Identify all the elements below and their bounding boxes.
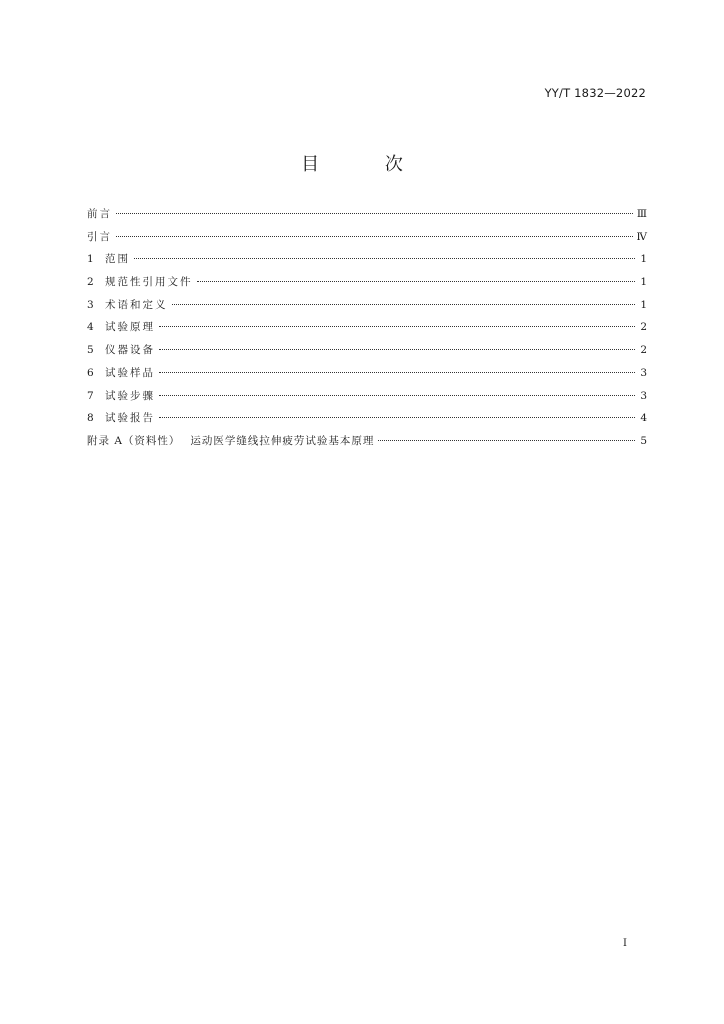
- toc-page-number: 3: [640, 366, 647, 379]
- toc-leader-dots: [159, 372, 635, 373]
- toc-entry-number: 5: [87, 344, 94, 357]
- toc-leader-dots: [159, 417, 635, 418]
- toc-entry-label: [87, 319, 155, 334]
- toc-entry-text: 试验步骤: [105, 389, 155, 402]
- toc-page-number: 4: [640, 412, 647, 425]
- toc-leader-dots: [197, 281, 636, 282]
- toc-entry-test-samples[interactable]: [87, 365, 647, 388]
- toc-entry-scope[interactable]: [87, 251, 647, 274]
- toc-entry-text: 试验原理: [105, 321, 155, 334]
- toc-entry-label: [87, 433, 374, 448]
- toc-leader-dots: [116, 213, 633, 214]
- annex-label: 附录 A（资料性）: [87, 434, 181, 447]
- toc-entry-number: 2: [87, 276, 94, 289]
- toc-entry-test-report[interactable]: [87, 410, 647, 433]
- toc-entry-number: 4: [87, 321, 94, 334]
- toc-leader-dots: [159, 395, 635, 396]
- toc-page-number: 1: [640, 298, 647, 311]
- toc-entry-text: 试验样品: [105, 366, 155, 379]
- page-number: I: [623, 938, 627, 949]
- toc-entry-terms-definitions[interactable]: [87, 297, 647, 320]
- toc-entry-number: 3: [87, 298, 94, 311]
- toc-entry-introduction[interactable]: [87, 229, 647, 252]
- toc-entry-number: 7: [87, 389, 94, 402]
- toc-entry-text: 范围: [105, 253, 130, 266]
- toc-entry-foreword[interactable]: [87, 206, 647, 229]
- toc-entry-label: [87, 297, 168, 312]
- toc-page-number: 2: [640, 344, 647, 357]
- toc-leader-dots: [159, 326, 635, 327]
- toc-page-number: 1: [640, 253, 647, 266]
- toc-page-number: 3: [640, 389, 647, 402]
- standard-code: YY/T 1832—2022: [544, 86, 646, 100]
- toc-entry-test-principle[interactable]: [87, 319, 647, 342]
- toc-entry-test-procedure[interactable]: [87, 388, 647, 411]
- toc-entry-label: [87, 251, 130, 266]
- table-of-contents: [87, 206, 647, 456]
- toc-leader-dots: [116, 236, 633, 237]
- toc-entry-text: 仪器设备: [105, 344, 155, 357]
- toc-entry-number: 1: [87, 253, 94, 266]
- toc-entry-label: [87, 274, 193, 289]
- annex-title: 运动医学缝线拉伸疲劳试验基本原理: [190, 434, 375, 447]
- toc-entry-text: 术语和定义: [105, 298, 168, 311]
- toc-page-number: Ⅲ: [636, 208, 647, 220]
- toc-entry-text: 规范性引用文件: [105, 276, 193, 289]
- toc-entry-number: 6: [87, 366, 94, 379]
- page-title: 目 次: [301, 154, 433, 175]
- toc-entry-label: [87, 388, 155, 403]
- toc-entry-label: [87, 365, 155, 380]
- toc-page-number: 1: [640, 276, 647, 289]
- toc-entry-label: [87, 410, 155, 425]
- toc-entry-normative-references[interactable]: [87, 274, 647, 297]
- toc-page-number: 5: [640, 434, 647, 447]
- toc-entry-label: [87, 342, 155, 357]
- toc-entry-label: 前言: [87, 208, 112, 220]
- toc-page-number: 2: [640, 321, 647, 334]
- toc-page-number: Ⅳ: [636, 230, 647, 243]
- toc-leader-dots: [134, 258, 635, 259]
- toc-leader-dots: [378, 440, 635, 441]
- toc-entry-text: 试验报告: [105, 412, 155, 425]
- toc-entry-label: 引言: [87, 230, 112, 243]
- toc-entry-annex-a[interactable]: [87, 433, 647, 456]
- toc-entry-number: 8: [87, 412, 94, 425]
- toc-leader-dots: [172, 304, 636, 305]
- toc-entry-apparatus[interactable]: [87, 342, 647, 365]
- toc-leader-dots: [159, 349, 635, 350]
